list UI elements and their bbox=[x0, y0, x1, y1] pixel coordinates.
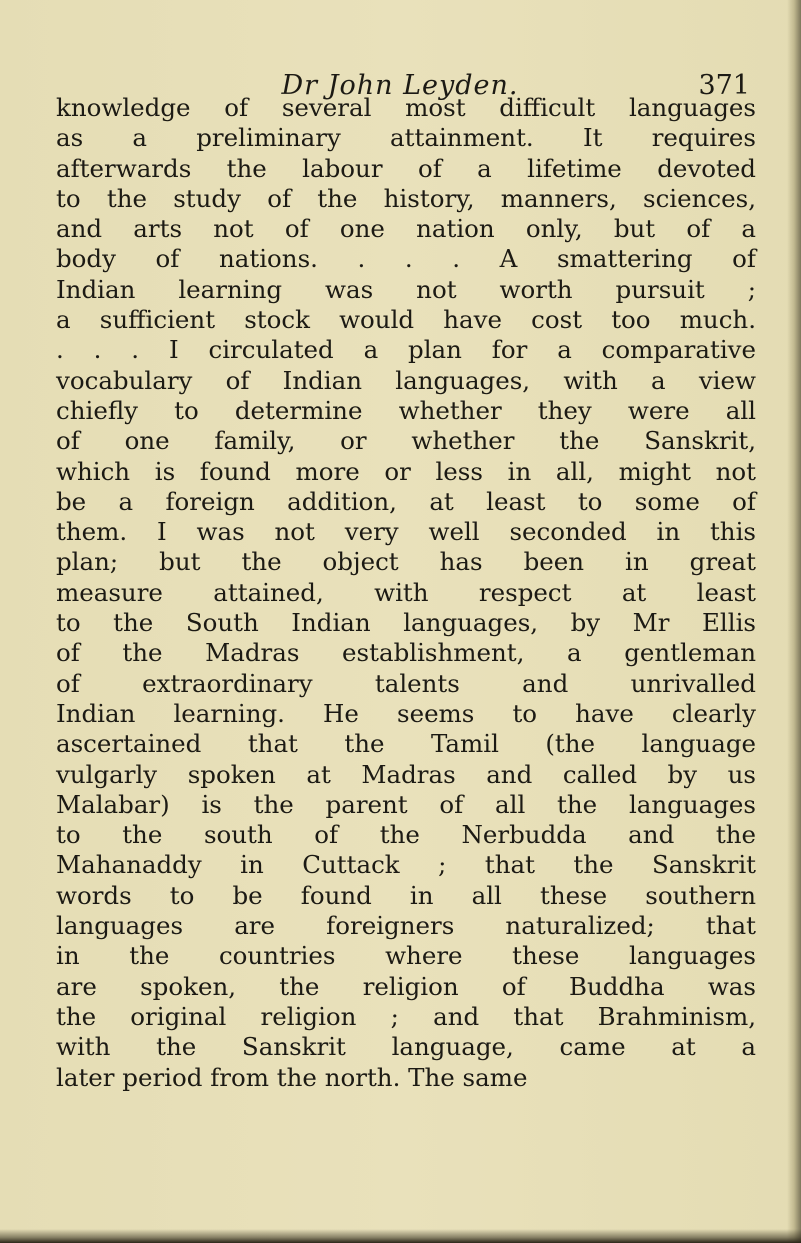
text-line: which is found more or less in all, might not bbox=[56, 456, 756, 486]
text-line: of one family, or whether the Sanskrit, bbox=[56, 426, 756, 456]
body-text bbox=[56, 93, 756, 1093]
running-head: Dr John Leyden. bbox=[281, 70, 519, 101]
text-line: Mahanaddy in Cuttack ; that the Sanskrit bbox=[56, 850, 756, 880]
text-line: body of nations. . . . A smattering of bbox=[56, 244, 756, 274]
text-line: to the study of the history, manners, sciences, bbox=[56, 183, 756, 213]
text-line: Indian learning was not worth pursuit ; bbox=[56, 274, 756, 304]
text-line: the original religion ; and that Brahminism, bbox=[56, 1001, 756, 1031]
text-line: a sufficient stock would have cost too much. bbox=[56, 305, 756, 335]
text-line: with the Sanskrit language, came at a bbox=[56, 1032, 756, 1062]
text-line: as a preliminary attainment. It requires bbox=[56, 123, 756, 153]
text-line: languages are foreigners naturalized; that bbox=[56, 911, 756, 941]
text-line: plan; but the object has been in great bbox=[56, 547, 756, 577]
page-edge-shadow-bottom bbox=[0, 1229, 801, 1243]
text-line: be a foreign addition, at least to some of bbox=[56, 486, 756, 516]
text-line: to the south of the Nerbudda and the bbox=[56, 820, 756, 850]
text-line: later period from the north. The same bbox=[56, 1062, 528, 1092]
text-line: in the countries where these languages bbox=[56, 941, 756, 971]
text-line: to the South Indian languages, by Mr Ellis bbox=[56, 608, 756, 638]
text-line: and arts not of one nation only, but of a bbox=[56, 214, 756, 244]
text-line: afterwards the labour of a lifetime devoted bbox=[56, 153, 756, 183]
text-line: ascertained that the Tamil (the language bbox=[56, 729, 756, 759]
text-line: . . . I circulated a plan for a comparative bbox=[56, 335, 756, 365]
text-line: words to be found in all these southern bbox=[56, 880, 756, 910]
text-line: knowledge of several most difficult languages bbox=[56, 93, 756, 122]
text-line: are spoken, the religion of Buddha was bbox=[56, 971, 756, 1001]
text-line: vocabulary of Indian languages, with a view bbox=[56, 365, 756, 395]
text-line: chiefly to determine whether they were all bbox=[56, 395, 756, 425]
text-line: Malabar) is the parent of all the languages bbox=[56, 789, 756, 819]
text-line: Indian learning. He seems to have clearly bbox=[56, 698, 756, 728]
text-line: of extraordinary talents and unrivalled bbox=[56, 668, 756, 698]
text-line: vulgarly spoken at Madras and called by us bbox=[56, 759, 756, 789]
page-edge-shadow-right bbox=[787, 0, 801, 1243]
text-line: them. I was not very well seconded in this bbox=[56, 517, 756, 547]
page-number: 371 bbox=[698, 70, 750, 101]
text-line: measure attained, with respect at least bbox=[56, 577, 756, 607]
text-line: of the Madras establishment, a gentleman bbox=[56, 638, 756, 668]
